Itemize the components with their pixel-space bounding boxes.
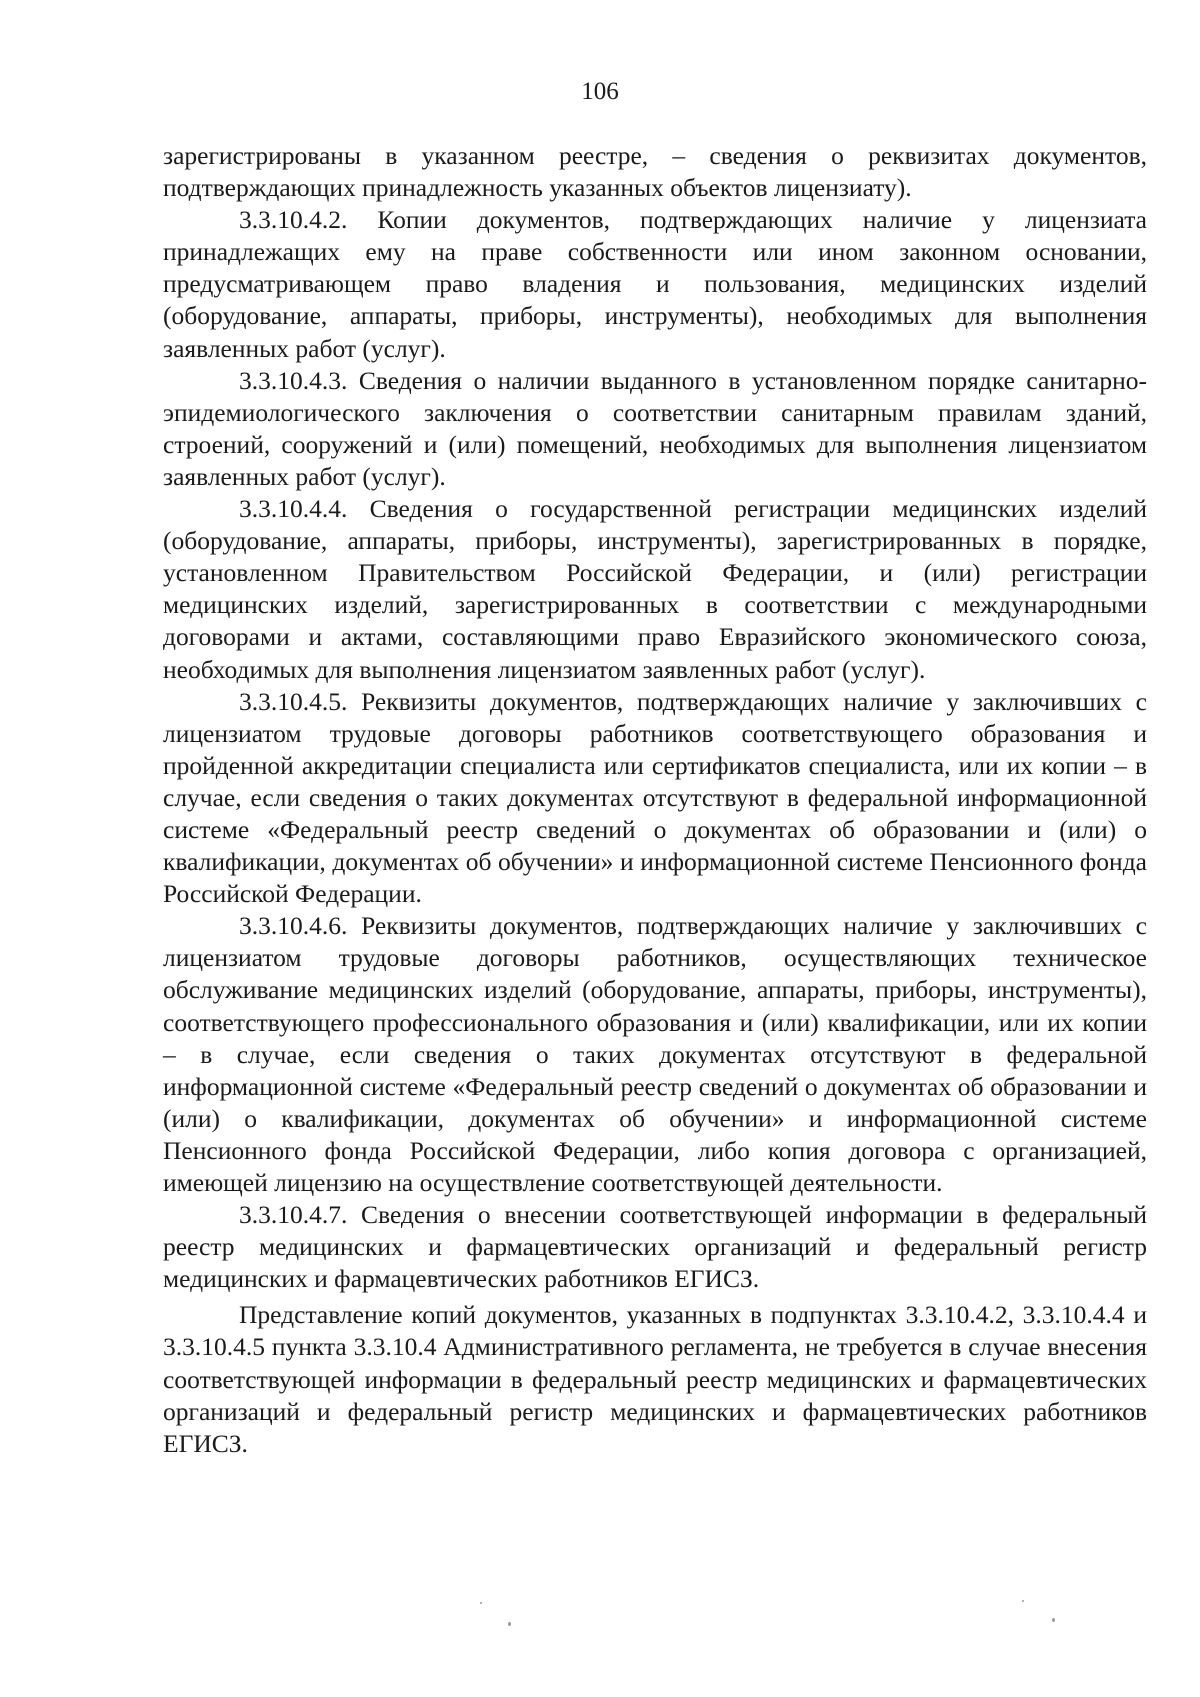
document-body	[163, 140, 1147, 1460]
page-number: 106	[581, 78, 619, 105]
paragraph-3-3-10-4-5: 3.3.10.4.5. Реквизиты документов, подтверждающих наличие у заключивших с лицензиатом трудовые договоры работников соответствующего образования и пройденной аккредитации специалиста или сертификатов специалиста, или их копии – в случае, если сведения о таких документах отсутствуют в федеральной информационной системе «Федеральный реестр сведений о документах об образовании и (или) о квалификации, документах об обучении» и информационной системе Пенсионного фонда Российской Федерации.	[163, 686, 1147, 909]
paragraph-continuation: зарегистрированы в указанном реестре, – сведения о реквизитах документов, подтверждающих принадлежность указанных объектов лицензиату).	[163, 141, 1147, 203]
scan-speck	[480, 1602, 482, 1604]
scan-speck	[1022, 1600, 1024, 1602]
paragraph-3-3-10-4-7: 3.3.10.4.7. Сведения о внесении соответствующей информации в федеральный реестр медицинских и фармацевтических организаций и федеральный регистр медицинских и фармацевтических работников ЕГИСЗ.	[163, 1200, 1147, 1294]
paragraph-3-3-10-4-4: 3.3.10.4.4. Сведения о государственной регистрации медицинских изделий (оборудование, аппараты, приборы, инструменты), зарегистрированных в порядке, установленном Правительством Российской Федерации, и (или) регистрации медицинских изделий, зарегистрированных в соответствии с международными договорами и актами, составляющими право Евразийского экономического союза, необходимых для выполнения лицензиатом заявленных работ (услуг).	[163, 494, 1147, 684]
paragraph-3-3-10-4-3: 3.3.10.4.3. Сведения о наличии выданного в установленном порядке санитарно-эпидемиологического заключения о соответствии санитарным правилам зданий, строений, сооружений и (или) помещений, необходимых для выполнения лицензиатом заявленных работ (услуг).	[163, 365, 1147, 491]
paragraph-3-3-10-4-2: 3.3.10.4.2. Копии документов, подтверждающих наличие у лицензиата принадлежащих ему на праве собственности или ином законном основании, предусматривающем право владения и пользования, медицинских изделий (оборудование, аппараты, приборы, инструменты), необходимых для выполнения заявленных работ (услуг).	[163, 205, 1147, 363]
scan-speck	[1052, 1618, 1055, 1622]
scan-speck	[508, 1622, 511, 1626]
paragraph-3-3-10-4-6: 3.3.10.4.6. Реквизиты документов, подтверждающих наличие у заключивших с лицензиатом трудовые договоры работников, осуществляющих техническое обслуживание медицинских изделий (оборудование, аппараты, приборы, инструменты), соответствующего профессионального образования и (или) квалификации, или их копии – в случае, если сведения о таких документах отсутствуют в федеральной информационной системе «Федеральный реестр сведений о документах об образовании и (или) о квалификации, документах об обучении» и информационной системе Пенсионного фонда Российской Федерации, либо копия договора с организацией, имеющей лицензию на осуществление соответствующей деятельности.	[163, 911, 1147, 1197]
paragraph-closing-note: Представление копий документов, указанных в подпунктах 3.3.10.4.2, 3.3.10.4.4 и 3.3.10.4.5 пункта 3.3.10.4 Административного регламента, не требуется в случае внесения соответствующей информации в федеральный реестр медицинских и фармацевтических организаций и федеральный регистр медицинских и фармацевтических работников ЕГИСЗ.	[163, 1300, 1147, 1458]
